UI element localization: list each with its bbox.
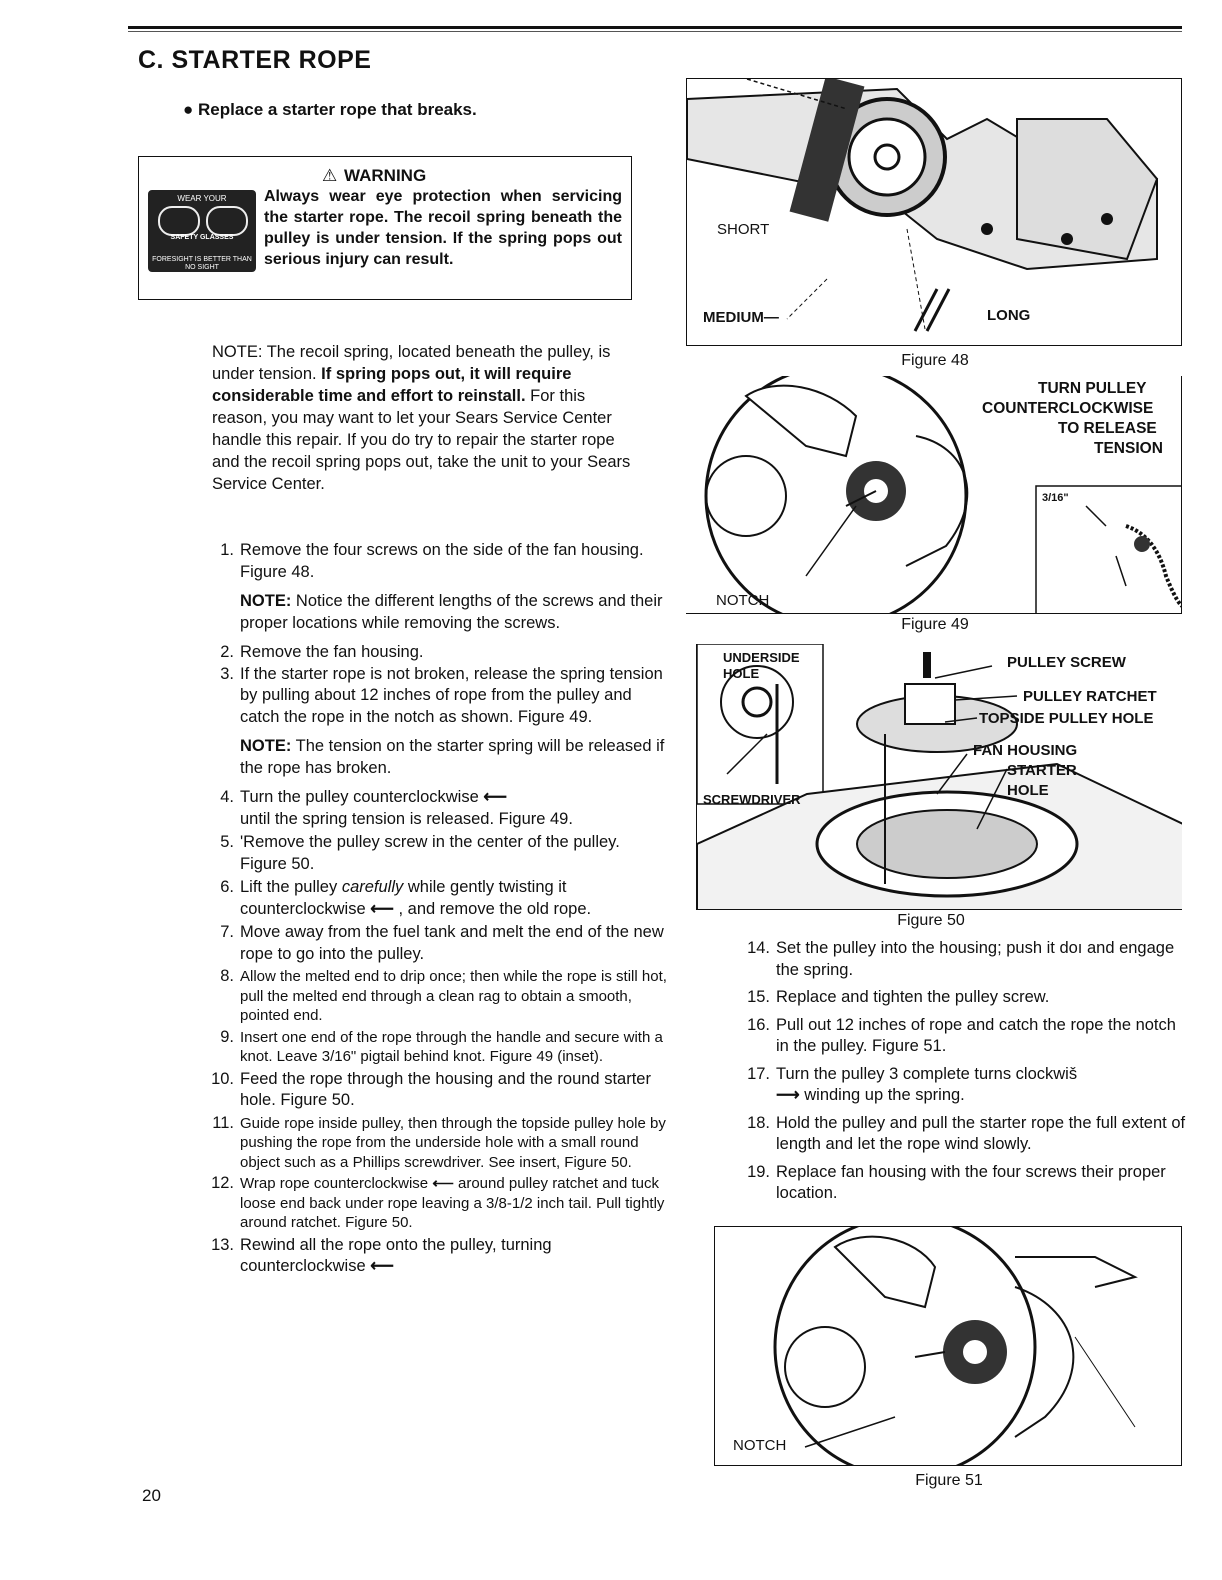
- step-text: Hold the pulley and pull the starter rope the full extent of length and let the rope wind slowly.: [776, 1113, 1186, 1153]
- step-number: 13.: [211, 1235, 234, 1254]
- step-16: [748, 1015, 1188, 1058]
- label-medium: MEDIUM—: [703, 309, 779, 326]
- step-number: 19.: [747, 1162, 770, 1181]
- bullet-item: ● Replace a starter rope that breaks.: [183, 100, 477, 119]
- step-number: 3.: [220, 664, 234, 683]
- step-3: [212, 664, 668, 729]
- step-15: [748, 987, 1188, 1009]
- ccw-arrow-icon: ⟵: [432, 1175, 454, 1192]
- label-pulley-screw: PULLEY SCREW: [1007, 654, 1126, 671]
- steps-list-right: [748, 938, 1188, 1211]
- step-number: 18.: [747, 1113, 770, 1132]
- step-text-2: around pulley ratchet and tuck loose end back under rope leaving a 3/8-1/2 inch tail. Pull tightly around ratchet. Figure 50.: [240, 1175, 665, 1231]
- step-7: [212, 922, 668, 965]
- safety-glasses-badge: [148, 190, 256, 272]
- label-starter: STARTER: [1007, 762, 1077, 779]
- step-text: Turn the pulley counterclockwise: [240, 788, 479, 806]
- step-number: 8.: [220, 967, 234, 985]
- note-label: NOTE:: [240, 737, 292, 755]
- cw-arrow-icon: ⟶: [776, 1086, 800, 1104]
- step-text: If the starter rope is not broken, release the spring tension by pulling about 12 inches of rope from the pulley and catch the rope in the notch as shown. Figure 49.: [240, 664, 663, 726]
- step-text: Lift the pulley: [240, 878, 342, 896]
- figure-48-caption: Figure 48: [901, 352, 969, 369]
- step-number: 7.: [220, 923, 234, 941]
- step-text: Feed the rope through the housing and the round starter hole. Figure 50.: [240, 1069, 651, 1109]
- step-text: Pull out 12 inches of rope and catch the rope the notch in the pulley. Figure 51.: [776, 1015, 1176, 1055]
- step-text: Insert one end of the rope through the handle and secure with a knot. Leave 3/16" pigtail behind knot. Figure 49 (inset).: [240, 1028, 663, 1065]
- warning-heading: WARNING: [344, 166, 427, 185]
- steps-list-left: [212, 540, 668, 1280]
- label-starter-hole: HOLE: [1007, 782, 1049, 799]
- label-long: LONG: [987, 307, 1031, 324]
- step-text-2: until the spring tension is released. Figure 49.: [240, 809, 573, 828]
- step-text-b: while gently twisting it counterclockwise: [240, 878, 567, 918]
- badge-bottom-text: FORESIGHT IS BETTER THAN NO SIGHT: [152, 256, 252, 271]
- label-turn-pulley: TURN PULLEY: [1038, 380, 1147, 397]
- warning-triangle-icon: ⚠: [322, 166, 338, 185]
- note-label: NOTE:: [240, 592, 292, 610]
- note-text: The tension on the starter spring will be released if the rope has broken.: [240, 737, 665, 777]
- section-title: C. STARTER ROPE: [138, 46, 372, 74]
- badge-top-text: WEAR YOUR: [177, 194, 227, 203]
- note-text: Notice the different lengths of the screws and their proper locations while removing the screws.: [240, 592, 663, 632]
- step-number: 1.: [220, 541, 234, 559]
- step-number: 10.: [211, 1069, 234, 1088]
- intro-note: [212, 341, 640, 495]
- step-text: Wrap rope counterclockwise: [240, 1175, 429, 1192]
- badge-mid-text: SAFETY GLASSES: [170, 234, 234, 241]
- figure-51: [714, 1226, 1182, 1466]
- step-13: [212, 1235, 668, 1278]
- label-notch: NOTCH: [716, 592, 770, 609]
- ccw-arrow-icon: ⟵: [483, 788, 508, 806]
- step-6: [212, 877, 668, 920]
- step-1: [212, 540, 668, 583]
- step-8: [212, 967, 668, 1026]
- step-text: Allow the melted end to drip once; then while the rope is still hot, pull the melted end through a clean rag to obtain a smooth, pointed end.: [240, 968, 667, 1024]
- step-text: Remove the four screws on the side of the fan housing. Figure 48.: [240, 541, 644, 581]
- step-12: [212, 1174, 668, 1233]
- step-5: [212, 832, 668, 875]
- note-text-2: For this reason, you may want to let your Sears Service Center handle this repair. If you do try to repair the starter rope and the recoil spring pops out, take the unit to your Sears Service Center.: [212, 387, 631, 493]
- pulley-notch-illustration: [715, 1227, 1182, 1466]
- step-4: [212, 787, 668, 830]
- label-fan-housing: FAN HOUSING: [973, 742, 1078, 759]
- step-text-2: winding up the spring.: [799, 1086, 965, 1104]
- step-number: 12.: [211, 1174, 234, 1192]
- step-19: [748, 1162, 1188, 1205]
- step-text: Guide rope inside pulley, then through the topside pulley hole by pushing the rope from the underside hole with a small round object such as a Phillips screwdriver. See insert, Figure 50.: [240, 1114, 666, 1171]
- label-pulley-ratchet: PULLEY RATCHET: [1023, 688, 1157, 705]
- top-rule-thin: [128, 31, 1182, 32]
- bullet-text: Replace a starter rope that breaks.: [198, 100, 477, 119]
- figure-50: [696, 644, 1182, 910]
- step-number: 6.: [220, 878, 234, 896]
- warning-text: Always wear eye protection when servicing the starter rope. The recoil spring beneath the pulley is under tension. If the spring pops out serious injury can result.: [264, 188, 622, 268]
- label-to-release: TO RELEASE: [1058, 420, 1157, 437]
- glasses-lens-left-icon: [158, 206, 200, 236]
- step-text: Turn the pulley 3 complete turns clockwiš: [776, 1064, 1078, 1083]
- figure-49-caption: Figure 49: [901, 616, 969, 633]
- label-underside-hole: HOLE: [723, 666, 760, 681]
- step-text: 'Remove the pulley screw in the center of the pulley. Figure 50.: [240, 833, 620, 873]
- step-2: [212, 642, 668, 664]
- step-text-c: , and remove the old rope.: [393, 899, 592, 918]
- step-1-note: [240, 591, 668, 634]
- figure-48: [686, 78, 1182, 346]
- figure-49: [686, 376, 1182, 614]
- label-underside: UNDERSIDE: [723, 650, 800, 665]
- figure-51-caption: Figure 51: [915, 1472, 983, 1489]
- step-text: Replace and tighten the pulley screw.: [776, 988, 1050, 1006]
- step-11: [212, 1114, 668, 1173]
- step-number: 14.: [747, 939, 770, 957]
- step-text: Replace fan housing with the four screws their proper location.: [776, 1162, 1166, 1202]
- label-counterclockwise: COUNTERCLOCKWISE: [982, 400, 1154, 417]
- label-medium-text: MEDIUM: [703, 309, 764, 326]
- step-text: Move away from the fuel tank and melt the end of the new rope to go into the pulley.: [240, 923, 664, 963]
- note-bold: If spring pops out, it will require considerable time and effort to reinstall.: [212, 365, 572, 405]
- label-notch: NOTCH: [733, 1437, 787, 1454]
- step-18: [748, 1113, 1188, 1156]
- label-screwdriver: SCREWDRIVER: [703, 792, 801, 807]
- label-3-16: 3/16": [1042, 492, 1069, 504]
- step-3-note: [240, 736, 668, 779]
- step-9: [212, 1028, 668, 1067]
- note-text-1: The recoil spring, located beneath the pulley, is under tension.: [212, 343, 611, 383]
- step-text: Set the pulley into the housing; push it doı and engage the spring.: [776, 939, 1175, 979]
- step-number: 5.: [220, 833, 234, 851]
- step-number: 9.: [220, 1027, 234, 1046]
- label-topside-hole: TOPSIDE PULLEY HOLE: [979, 710, 1154, 727]
- step-17: [748, 1064, 1188, 1107]
- label-tension: TENSION: [1094, 440, 1163, 457]
- note-label: NOTE:: [212, 343, 263, 361]
- step-emphasis: carefully: [341, 878, 404, 896]
- fan-housing-illustration: [697, 644, 1182, 910]
- step-number: 4.: [220, 788, 234, 806]
- step-number: 15.: [747, 988, 770, 1006]
- step-number: 16.: [747, 1015, 770, 1034]
- step-text: Rewind all the rope onto the pulley, turning counterclockwise: [240, 1235, 552, 1275]
- chainsaw-illustration: [687, 79, 1182, 346]
- step-14: [748, 938, 1188, 981]
- page-number: 20: [142, 1486, 161, 1505]
- step-text: Remove the fan housing.: [240, 643, 424, 661]
- glasses-lens-right-icon: [206, 206, 248, 236]
- ccw-arrow-icon: ⟵: [370, 1257, 394, 1275]
- top-rule: [128, 26, 1182, 29]
- step-10: [212, 1069, 668, 1112]
- step-number: 17.: [747, 1064, 770, 1083]
- figure-50-caption: Figure 50: [897, 912, 965, 929]
- step-number: 11.: [212, 1113, 234, 1132]
- label-short: SHORT: [717, 221, 770, 238]
- step-number: 2.: [220, 643, 234, 661]
- ccw-arrow-icon: ⟵: [370, 899, 394, 918]
